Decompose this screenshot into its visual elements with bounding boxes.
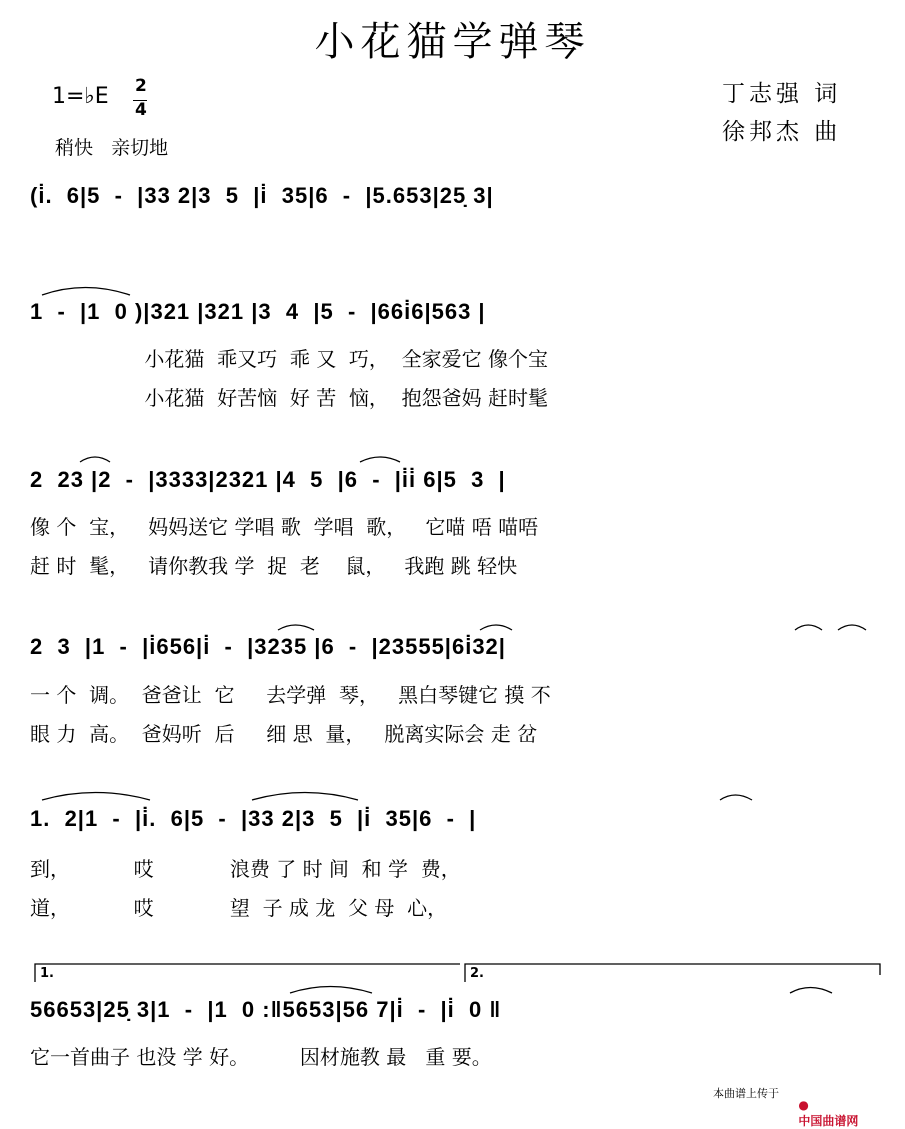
key-signature: 1=♭E: [52, 84, 109, 109]
slur-row3-32: [360, 457, 400, 462]
slur-row4-56: [278, 625, 314, 630]
slur-row5-tie-2: [252, 793, 358, 801]
slur-row3-23: [80, 457, 110, 462]
lyricist-credit: 丁志强 词: [722, 81, 842, 107]
lyric-row-5-verse-2: 道， 哎 望 子 成 龙 父 母 心，: [30, 896, 448, 920]
lyric-row-3-verse-2: 赶 时 髦， 请你教我 学 捉 老 鼠， 我跑 跳 轻快: [30, 554, 518, 578]
lyric-row-2-verse-1: 小花猫 乖又巧 乖 又 巧， 全家爱它 像个宝: [30, 347, 549, 371]
slur-row5-tie-1: [42, 793, 150, 801]
slur-row4-35: [480, 625, 512, 630]
lyric-row-5-verse-1: 到， 哎 浪费 了 时 间 和 学 费，: [30, 857, 461, 881]
slur-row6-tie: [290, 987, 372, 994]
footer-upload-text: 本曲谱上传于: [713, 1087, 779, 1100]
notation-row-2: 1 - |1 0 )|321 |321 |3 4 |5 - |66i̇6|563 |: [30, 299, 486, 324]
notation-row-4: 2 3 |1 - |i̇656|i̇ - |3235 |6 - |23555|6i̇32|: [30, 634, 506, 659]
volta-2-bracket: [465, 964, 880, 982]
logo-icon: ●: [798, 1098, 809, 1112]
slur-row4-6i: [795, 625, 822, 630]
site-logo: ● 中国曲谱网: [798, 1098, 859, 1128]
slur-row4-32: [838, 625, 866, 630]
notation-row-1: (i̇. 6|5 - |33 2|3 5 |i̇ 35|6 - |5.653|25̣ 3|: [30, 183, 494, 208]
volta-1-label: 1.: [40, 966, 54, 981]
lyric-row-6-verse-1: 它一首曲子 也没 学 好。 因材施教 最 重 要。: [30, 1045, 492, 1069]
notation-row-5: 1. 2|1 - |i̇. 6|5 - |33 2|3 5 |i̇ 35|6 - |: [30, 806, 477, 831]
slur-row5-35: [720, 795, 752, 800]
lyric-row-2-verse-2: 小花猫 好苦恼 好 苦 恼， 抱怨爸妈 赶时髦: [30, 386, 549, 410]
tempo-marking: 稍快 亲切地: [55, 137, 169, 159]
lyric-row-4-verse-2: 眼 力 高。 爸妈听 后 细 思 量， 脱离实际会 走 岔: [30, 722, 538, 746]
slur-row6-tie-2: [790, 988, 832, 994]
notation-row-3: 2 23 |2 - |3333|2321 |4 5 |6 - |i̇i̇ 6|5 3 |: [30, 467, 506, 492]
notation-row-6: 56653|25̣ 3|1 - |1 0 :‖5653|56 7|i̇ - |i̇ 0 ‖: [30, 997, 502, 1022]
volta-1-bracket: [35, 964, 460, 982]
volta-2-label: 2.: [470, 966, 484, 981]
slur-row2-tie: [42, 288, 130, 296]
time-signature-bottom: 4: [135, 100, 147, 120]
composer-credit: 徐邦杰 曲: [722, 119, 842, 145]
time-signature-top: 2: [135, 76, 147, 96]
page-title: 小花猫学弹琴: [314, 19, 591, 65]
lyric-row-3-verse-1: 像 个 宝， 妈妈送它 学唱 歌 学唱 歌， 它喵 唔 喵唔: [30, 515, 539, 539]
lyric-row-4-verse-1: 一 个 调。 爸爸让 它 去学弹 琴， 黑白琴键它 摸 不: [30, 683, 551, 707]
